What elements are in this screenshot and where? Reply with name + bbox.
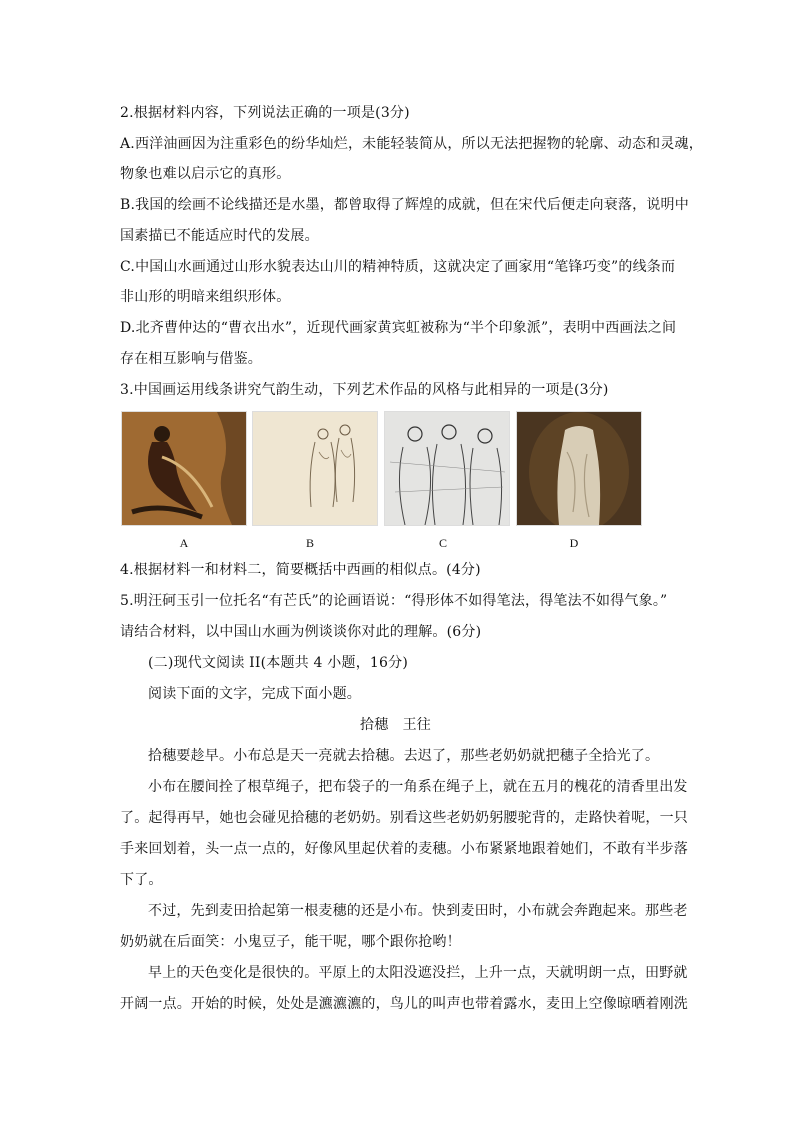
section-heading: (二)现代文阅读 II(本题共 4 小题，16分) xyxy=(148,655,408,671)
image-b-label: B xyxy=(305,536,314,550)
option-b-line-1: B.我国的绘画不论线描还是水墨，都曾取得了辉煌的成就，但在宋代后便走向衰落，说明中 xyxy=(120,197,689,213)
option-c-line-2: 非山形的明暗来组织形体。 xyxy=(120,289,291,305)
artwork-image-a xyxy=(121,411,247,526)
question-5-line-1: 5.明汪砢玉引一位托名“有芒氏”的论画语说：“得形体不如得笔法，得笔法不如得气象。” xyxy=(120,593,668,609)
question-5-line-2: 请结合材料，以中国山水画为例谈谈你对此的理解。(6分) xyxy=(120,624,482,640)
question-4-stem: 4.根据材料一和材料二，简要概括中西画的相似点。(4分) xyxy=(120,562,481,578)
option-a-line-1: A.西洋油画因为注重彩色的纷华灿烂，未能轻装简从，所以无法把握物的轮廓、动态和灵魂， xyxy=(120,136,703,152)
option-d-line-1: D.北齐曹仲达的“曹衣出水”，近现代画家黄宾虹被称为“半个印象派”，表明中西画法之间 xyxy=(120,320,677,336)
artwork-image-d xyxy=(516,411,642,526)
question-2-stem: 2.根据材料内容，下列说法正确的一项是(3分) xyxy=(120,105,410,121)
passage-paragraph-4-line-1: 早上的天色变化是很快的。平原上的太阳没遮没拦，上升一点，天就明朗一点，田野就 xyxy=(148,965,688,981)
question-3-stem: 3.中国画运用线条讲究气韵生动，下列艺术作品的风格与此相异的一项是(3分) xyxy=(120,382,609,398)
image-a-label: A xyxy=(179,536,189,550)
passage-paragraph-1: 拾穗要趁早。小布总是天一亮就去拾穗。去迟了，那些老奶奶就把穗子全拾光了。 xyxy=(148,748,660,764)
artwork-image-c xyxy=(384,411,510,526)
passage-title: 拾穗 王往 xyxy=(360,717,431,733)
reading-instruction: 阅读下面的文字，完成下面小题。 xyxy=(148,686,361,702)
passage-paragraph-2-line-1: 小布在腰间拴了根草绳子，把布袋子的一角系在绳子上，就在五月的槐花的清香里出发 xyxy=(148,779,688,795)
option-c-line-1: C.中国山水画通过山形水貌表达山川的精神特质，这就决定了画家用“笔锋巧变”的线条而 xyxy=(120,259,676,275)
option-a-line-2: 物象也难以启示它的真形。 xyxy=(120,166,291,182)
artwork-image-b xyxy=(252,411,378,526)
image-c-label: C xyxy=(438,536,447,550)
option-d-line-2: 存在相互影响与借鉴。 xyxy=(120,351,262,367)
passage-paragraph-3-line-2: 奶奶就在后面笑：小鬼豆子，能干呢，哪个跟你抢哟！ xyxy=(120,934,461,950)
passage-paragraph-2-line-3: 手来回划着，头一点一点的，好像风里起伏着的麦穗。小布紧紧地跟着她们，不敢有半步落 xyxy=(120,841,688,857)
image-d-label: D xyxy=(569,536,579,550)
option-b-line-2: 国素描已不能适应时代的发展。 xyxy=(120,228,319,244)
passage-paragraph-4-line-2: 开阔一点。开始的时候，处处是瀌瀌瀌的，鸟儿的叫声也带着露水，麦田上空像晾晒着刚洗 xyxy=(120,996,688,1012)
passage-paragraph-3-line-1: 不过，先到麦田拾起第一根麦穗的还是小布。快到麦田时，小布就会奔跑起来。那些老 xyxy=(148,903,688,919)
passage-paragraph-2-line-4: 下了。 xyxy=(120,872,163,888)
passage-paragraph-2-line-2: 了。起得再早，她也会碰见拾穗的老奶奶。别看这些老奶奶躬腰驼背的，走路快着呢，一只 xyxy=(120,810,688,826)
